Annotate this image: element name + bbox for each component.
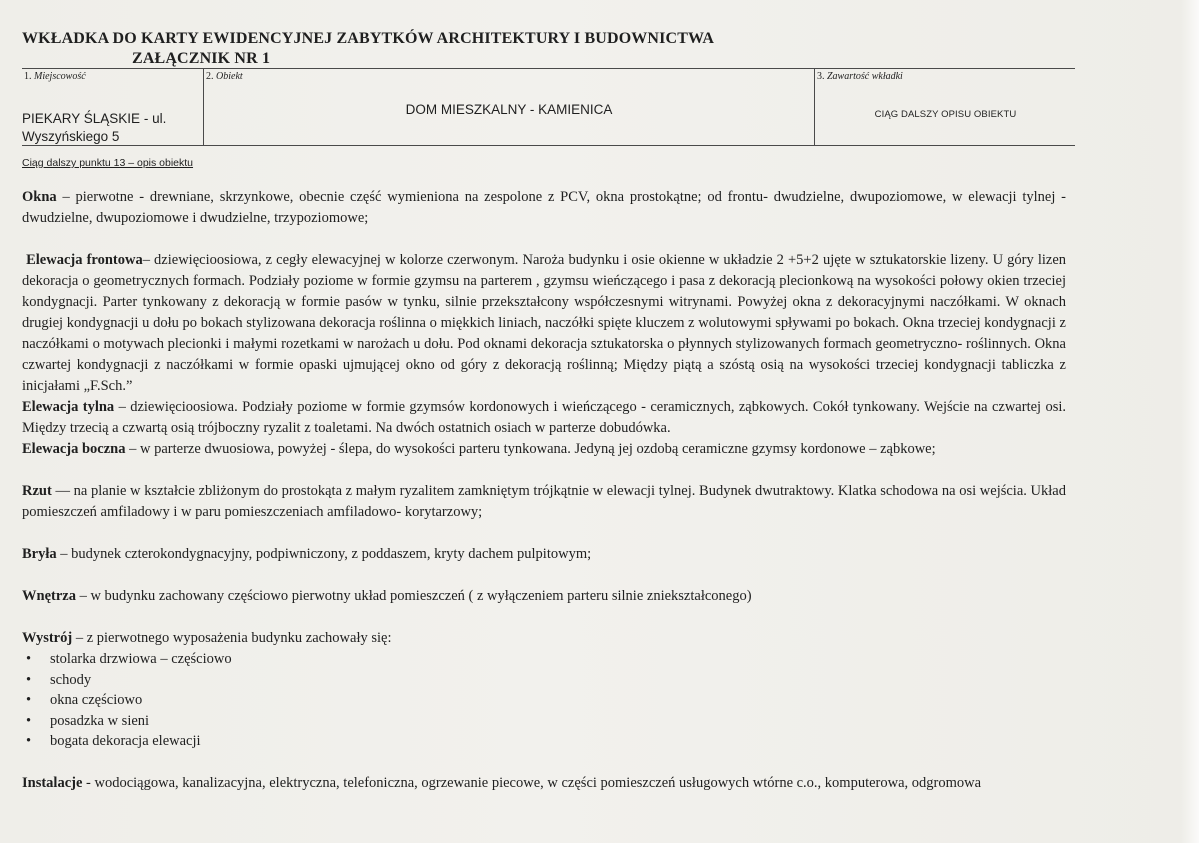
bullet-icon: • [26, 651, 32, 667]
section-instalacje-text: - wodociągowa, kanalizacyjna, elektryczna, telefoniczna, ogrzewanie piecowe, w części pomieszczeń usługowych wtórne c.o., komputerowa, odgromowa [82, 774, 982, 791]
section-wnetrza [22, 586, 1066, 607]
content-label [817, 71, 903, 82]
content-label-text: Zawartość wkładki [827, 71, 903, 82]
section-elewacja-frontowa [22, 250, 1066, 397]
object-label-number: 2. [206, 71, 214, 82]
section-wnetrza-text: – w budynku zachowany częściowo pierwotny układ pomieszczeń ( z wyłączeniem parteru silnie zniekształconego) [75, 588, 752, 604]
list-item-text: okna częściowo [50, 692, 143, 708]
section-okna-text: – pierwotne - drewniane, skrzynkowe, obecnie część wymieniona na zespolone z PCV, okna prostokątne; od frontu- dwudzielne, dwupoziomowe, w elewacji tylnej - dwudzielne, dwupoziomowe i dwudzielne, trzypoziomowe; [22, 189, 1066, 226]
document-subtitle: ZAŁĄCZNIK NR 1 [132, 50, 271, 67]
locality-value-line1: PIEKARY ŚLĄSKIE - ul. [22, 111, 167, 126]
section-elewacja-frontowa-term: Elewacja frontowa [26, 252, 143, 268]
object-cell [203, 69, 814, 145]
list-item [22, 649, 1066, 670]
paragraph-gap [22, 752, 1066, 773]
locality-label-text: Miejscowość [34, 71, 86, 82]
object-label [206, 71, 243, 82]
paragraph-gap [22, 460, 1066, 481]
paragraph-gap [22, 229, 1066, 250]
section-wystroj [22, 628, 1066, 649]
list-item-text: bogata dekoracja elewacji [50, 733, 201, 749]
content-label-number: 3. [817, 71, 825, 82]
section-elewacja-boczna-text: – w parterze dwuosiowa, powyżej - ślepa, do wysokości parteru tynkowana. Jedyną jej ozdobą ceramiczne gzymsy kordonowe – ząbkowe; [125, 441, 936, 457]
section-elewacja-tylna [22, 397, 1066, 439]
document-title: WKŁADKA DO KARTY EWIDENCYJNEJ ZABYTKÓW ARCHITEKTURY I BUDOWNICTWA [22, 30, 715, 47]
paragraph-gap [22, 607, 1066, 628]
section-wystroj-term: Wystrój [22, 630, 73, 646]
section-elewacja-tylna-term: Elewacja tylna [22, 399, 115, 415]
object-value: DOM MIESZKALNY - KAMIENICA [405, 102, 613, 117]
section-elewacja-frontowa-text: – dziewięcioosiowa, z cegły elewacyjnej w kolorze czerwonym. Naroża budynku i osie okienne w układzie 2 +5+2 ujęte w sztukatorskie lizeny. U góry lizen dekoracja o geometrycznych formach. Podziały poziome w formie gzymsu na parterem , gzymsu wieńczącego i pasa z dekoracją plecionkową na wysokości połowy okien trzeciej kondygnacji. Parter tynkowany z dekoracją w formie pasów w tynku, silnie przekształcony współczesnymi witrynami. Powyżej okna z dekoracyjnymi naczółkami. W oknach drugiej kondygnacji u dołu po bokach stylizowana dekoracja roślinna o miękkich liniach, naczółki spięte kluczem z wolutowymi spływami po bokach. Okna trzeciej kondygnacji z naczółkami o motywach plecionki i małymi rozetkami w narożach u dołu. Pod oknami dekoracja sztukatorska o płynnych stylizowanych formach geometryczno- roślinnych. Okna czwartej kondygnacji z naczółkami w formie opaski ujmującej okno od góry z dekoracją roślinną; Między piątą a szóstą osią na wysokości trzeciej kondygnacji tabliczka z inicjałami „F.Sch.” [22, 252, 1067, 394]
paragraph-gap [22, 523, 1066, 544]
continuation-note: Ciąg dalszy punktu 13 – opis obiektu [22, 157, 194, 169]
bullet-icon: • [26, 692, 32, 708]
bullet-icon: • [26, 712, 32, 729]
section-rzut-text: — na planie w kształcie zbliżonym do prostokąta z małym ryzalitem zamkniętym trójkątnie w elewacji tylnej. Budynek dwutraktowy. Klatka schodowa na osi wejścia. Układ pomieszczeń amfiladowy i w paru pomieszczeniach amfiladowo- korytarzowy; [22, 483, 1066, 520]
list-item-text: stolarka drzwiowa – częściowo [50, 651, 232, 667]
section-wnetrza-term: Wnętrza [22, 588, 76, 604]
section-okna [22, 187, 1066, 229]
section-wystroj-text: – z pierwotnego wyposażenia budynku zachowały się: [72, 630, 392, 646]
section-elewacja-boczna-term: Elewacja boczna [22, 441, 126, 457]
list-item-text: schody [50, 671, 92, 688]
locality-cell [22, 69, 202, 145]
section-okna-term: Okna [22, 189, 57, 205]
list-item [22, 711, 1066, 732]
locality-value-line2: Wyszyńskiego 5 [22, 129, 120, 144]
list-item-text: posadzka w sieni [50, 712, 150, 729]
wystroj-list [22, 649, 1066, 752]
section-elewacja-boczna [22, 439, 1066, 460]
locality-value [22, 110, 166, 146]
locality-label [24, 71, 86, 82]
content-cell [814, 69, 1076, 145]
bullet-icon: • [26, 733, 32, 749]
content-value: CIĄG DALSZY OPISU OBIEKTU [874, 109, 1017, 120]
section-instalacje-term: Instalacje [22, 774, 83, 791]
section-bryla-term: Bryła [22, 546, 57, 562]
list-item [22, 690, 1066, 711]
section-bryla [22, 544, 1066, 565]
bullet-icon: • [26, 671, 32, 688]
list-item [22, 731, 1066, 752]
section-rzut [22, 481, 1066, 523]
section-elewacja-tylna-text: – dziewięcioosiowa. Podziały poziome w formie gzymsów kordonowych i wieńczącego - ceramicznych, ząbkowych. Cokół tynkowany. Wejście na czwartej osi. Między trzecią a czwartą osią trójboczny ryzalit z toaletami. Na dwóch ostatnich osiach w parterze dobudówka. [22, 399, 1066, 436]
section-instalacje [22, 773, 1066, 794]
locality-label-number: 1. [24, 71, 32, 82]
section-rzut-term: Rzut [22, 483, 52, 499]
section-bryla-text: – budynek czterokondygnacyjny, podpiwniczony, z poddaszem, kryty dachem pulpitowym; [56, 546, 592, 562]
paragraph-gap [22, 565, 1066, 586]
description-body [22, 187, 1066, 794]
list-item [22, 670, 1066, 691]
object-label-text: Obiekt [216, 71, 243, 82]
header-table [22, 68, 1075, 146]
